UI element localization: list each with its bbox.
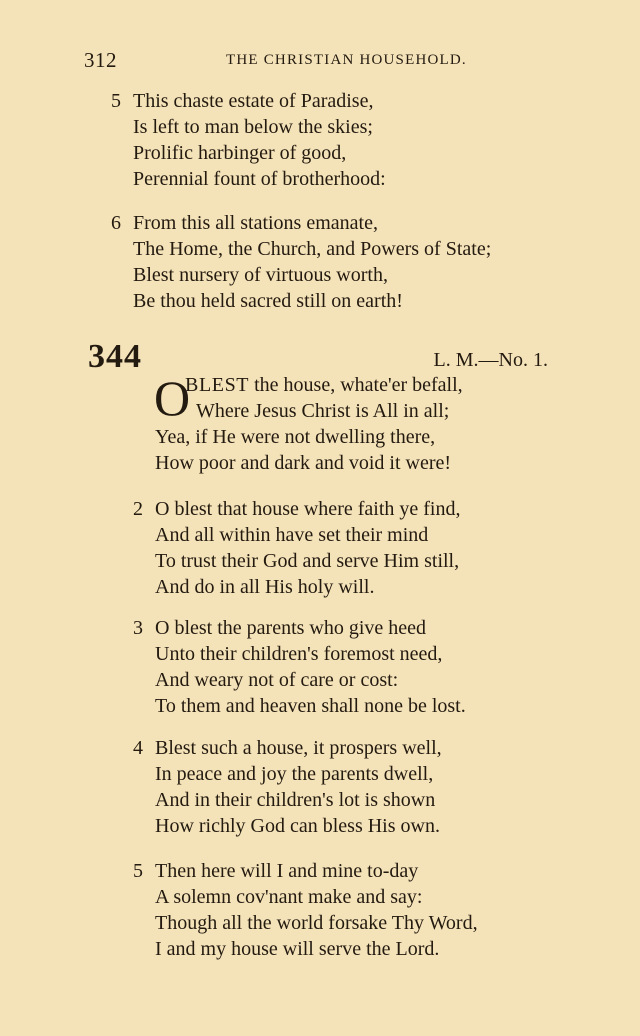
stanza-line: From this all stations emanate, — [133, 212, 378, 234]
stanza-line: Is left to man below the skies; — [133, 116, 373, 138]
stanza-number: 3 — [133, 617, 143, 639]
hymn-first-line-rest: the house, whate'er befall, — [249, 374, 463, 396]
stanza-line: And weary not of care or cost: — [155, 669, 399, 691]
hymn-stanza-4 — [133, 735, 442, 839]
stanza-line: And in their children's lot is shown — [155, 789, 436, 811]
stanza-line: In peace and joy the parents dwell, — [155, 763, 434, 785]
hymn-stanza-2 — [133, 496, 461, 600]
stanza-line: Unto their children's foremost need, — [155, 643, 443, 665]
stanza-line: The Home, the Church, and Powers of State; — [133, 238, 492, 260]
stanza-line: I and my house will serve the Lord. — [155, 938, 440, 960]
stanza-line: This chaste estate of Paradise, — [133, 90, 374, 112]
stanza-line: Perennial fount of brotherhood: — [133, 168, 386, 190]
running-title: THE CHRISTIAN HOUSEHOLD. — [226, 52, 467, 68]
hymn-stanza-1-line-3: Yea, if He were not dwelling there, — [155, 426, 436, 448]
stanza-number: 6 — [111, 212, 121, 234]
hymn-first-word: BLEST — [185, 374, 250, 396]
page-number: 312 — [84, 48, 117, 72]
stanza-line: And all within have set their mind — [155, 524, 429, 546]
hymn-stanza-3 — [133, 615, 466, 719]
drop-cap-letter: O — [154, 370, 191, 426]
hymn-stanza-1-line-4: How poor and dark and void it were! — [155, 452, 452, 474]
stanza-line: O blest the parents who give heed — [155, 617, 427, 639]
hymn-stanza-5 — [133, 858, 478, 962]
stanza-number: 2 — [133, 498, 143, 520]
stanza-line: Though all the world forsake Thy Word, — [155, 912, 478, 934]
stanza-number: 5 — [133, 860, 143, 882]
stanza-line: To them and heaven shall none be lost. — [155, 695, 466, 717]
stanza-line: A solemn cov'nant make and say: — [155, 886, 423, 908]
hymn-meter: L. M.—No. 1. — [433, 349, 548, 371]
stanza-line: Blest such a house, it prospers well, — [155, 737, 442, 759]
hymn-number: 344 — [88, 338, 142, 375]
previous-hymn-stanza-5 — [111, 88, 386, 192]
previous-hymn-stanza-6 — [111, 210, 492, 314]
stanza-line: To trust their God and serve Him still, — [155, 550, 460, 572]
stanza-line: Then here will I and mine to-day — [155, 860, 419, 882]
stanza-number: 5 — [111, 90, 121, 112]
running-head — [84, 48, 548, 78]
stanza-number: 4 — [133, 737, 143, 759]
drop-cap — [154, 370, 191, 426]
stanza-line: O blest that house where faith ye find, — [155, 498, 461, 520]
stanza-line: And do in all His holy will. — [155, 576, 375, 598]
stanza-line: Be thou held sacred still on earth! — [133, 290, 403, 312]
hymn-stanza-1-line-2: Where Jesus Christ is All in all; — [196, 400, 450, 422]
stanza-line: How richly God can bless His own. — [155, 815, 440, 837]
hymn-first-line — [185, 372, 463, 398]
stanza-line: Prolific harbinger of good, — [133, 142, 347, 164]
stanza-line: Blest nursery of virtuous worth, — [133, 264, 388, 286]
